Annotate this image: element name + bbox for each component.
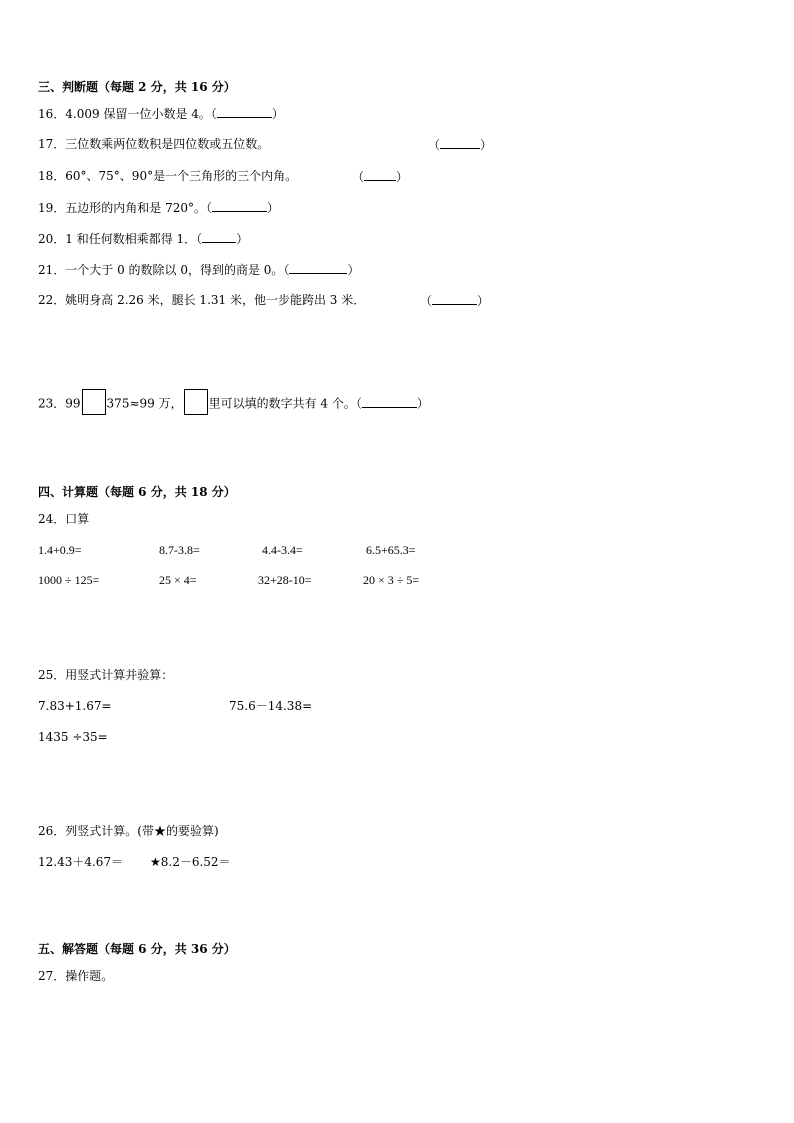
answer-blank[interactable] <box>432 293 477 305</box>
question-16: 16．4.009 保留一位小数是 4。（ ） <box>38 107 284 121</box>
question-25-title: 25．用竖式计算并验算： <box>38 668 174 682</box>
question-21: 21．一个大于 0 的数除以 0，得到的商是 0。（ ） <box>38 263 360 277</box>
question-17 <box>38 137 269 151</box>
question-22-answer: （ ） <box>420 294 490 308</box>
question-19-text: 19．五边形的内角和是 720°。 <box>38 201 206 215</box>
question-18 <box>38 169 297 183</box>
question-17-text: 17．三位数乘两位数积是四位数或五位数。 <box>38 137 270 151</box>
question-18-text: 18．60°、75°、90°是一个三角形的三个内角。 <box>38 169 298 183</box>
digit-box[interactable] <box>184 389 208 415</box>
question-19: 19．五边形的内角和是 720°。（ ） <box>38 201 280 215</box>
question-18-answer: （ ） <box>352 170 409 184</box>
question-24-title: 24．口算 <box>38 512 90 526</box>
vertical-calc-item: 12.43＋4.67＝ <box>38 855 124 869</box>
oral-calc-item: 1000 ÷ 125= <box>38 573 100 587</box>
vertical-calc-item: ★8.2－6.52＝ <box>150 855 231 869</box>
oral-calc-item: 1.4+0.9= <box>38 543 82 557</box>
question-21-text: 21．一个大于 0 的数除以 0，得到的商是 0。 <box>38 263 284 277</box>
vertical-calc-item: 7.83+1.67= <box>38 699 112 713</box>
question-16-text: 16．4.009 保留一位小数是 4。 <box>38 107 211 121</box>
question-23: 23．99 375≈99 万， 里可以填的数字共有 4 个。（ ） <box>38 391 429 417</box>
section-3-heading: 三、判断题（每题 2 分，共 16 分） <box>38 80 236 94</box>
answer-blank[interactable] <box>289 262 347 274</box>
section-5-heading: 五、解答题（每题 6 分，共 36 分） <box>38 942 236 956</box>
vertical-calc-item: 75.6－14.38= <box>229 699 313 713</box>
section-4-heading: 四、计算题（每题 6 分，共 18 分） <box>38 485 236 499</box>
digit-box[interactable] <box>82 389 106 415</box>
answer-blank[interactable] <box>217 106 272 118</box>
oral-calc-item: 6.5+65.3= <box>366 543 416 557</box>
question-27: 27．操作题。 <box>38 969 114 983</box>
question-22 <box>38 293 365 307</box>
oral-calc-item: 8.7-3.8= <box>159 543 200 557</box>
question-26-title: 26．列竖式计算。(带★的要验算) <box>38 824 219 838</box>
question-20: 20．1 和任何数相乘都得 1．（ ） <box>38 232 249 246</box>
answer-blank[interactable] <box>440 137 480 149</box>
question-20-text: 20．1 和任何数相乘都得 1． <box>38 232 197 246</box>
vertical-calc-item: 1435 ÷35= <box>38 730 108 744</box>
answer-blank[interactable] <box>212 200 267 212</box>
oral-calc-item: 25 × 4= <box>159 573 197 587</box>
oral-calc-item: 20 × 3 ÷ 5= <box>363 573 420 587</box>
answer-blank[interactable] <box>202 231 236 243</box>
question-17-answer: （ ） <box>428 138 493 152</box>
oral-calc-item: 4.4-3.4= <box>262 543 303 557</box>
oral-calc-item: 32+28-10= <box>258 573 312 587</box>
answer-blank[interactable] <box>362 396 417 408</box>
question-22-text: 22．姚明身高 2.26 米，腿长 1.31 米，他一步能跨出 3 米． <box>38 293 366 307</box>
answer-blank[interactable] <box>364 169 396 181</box>
